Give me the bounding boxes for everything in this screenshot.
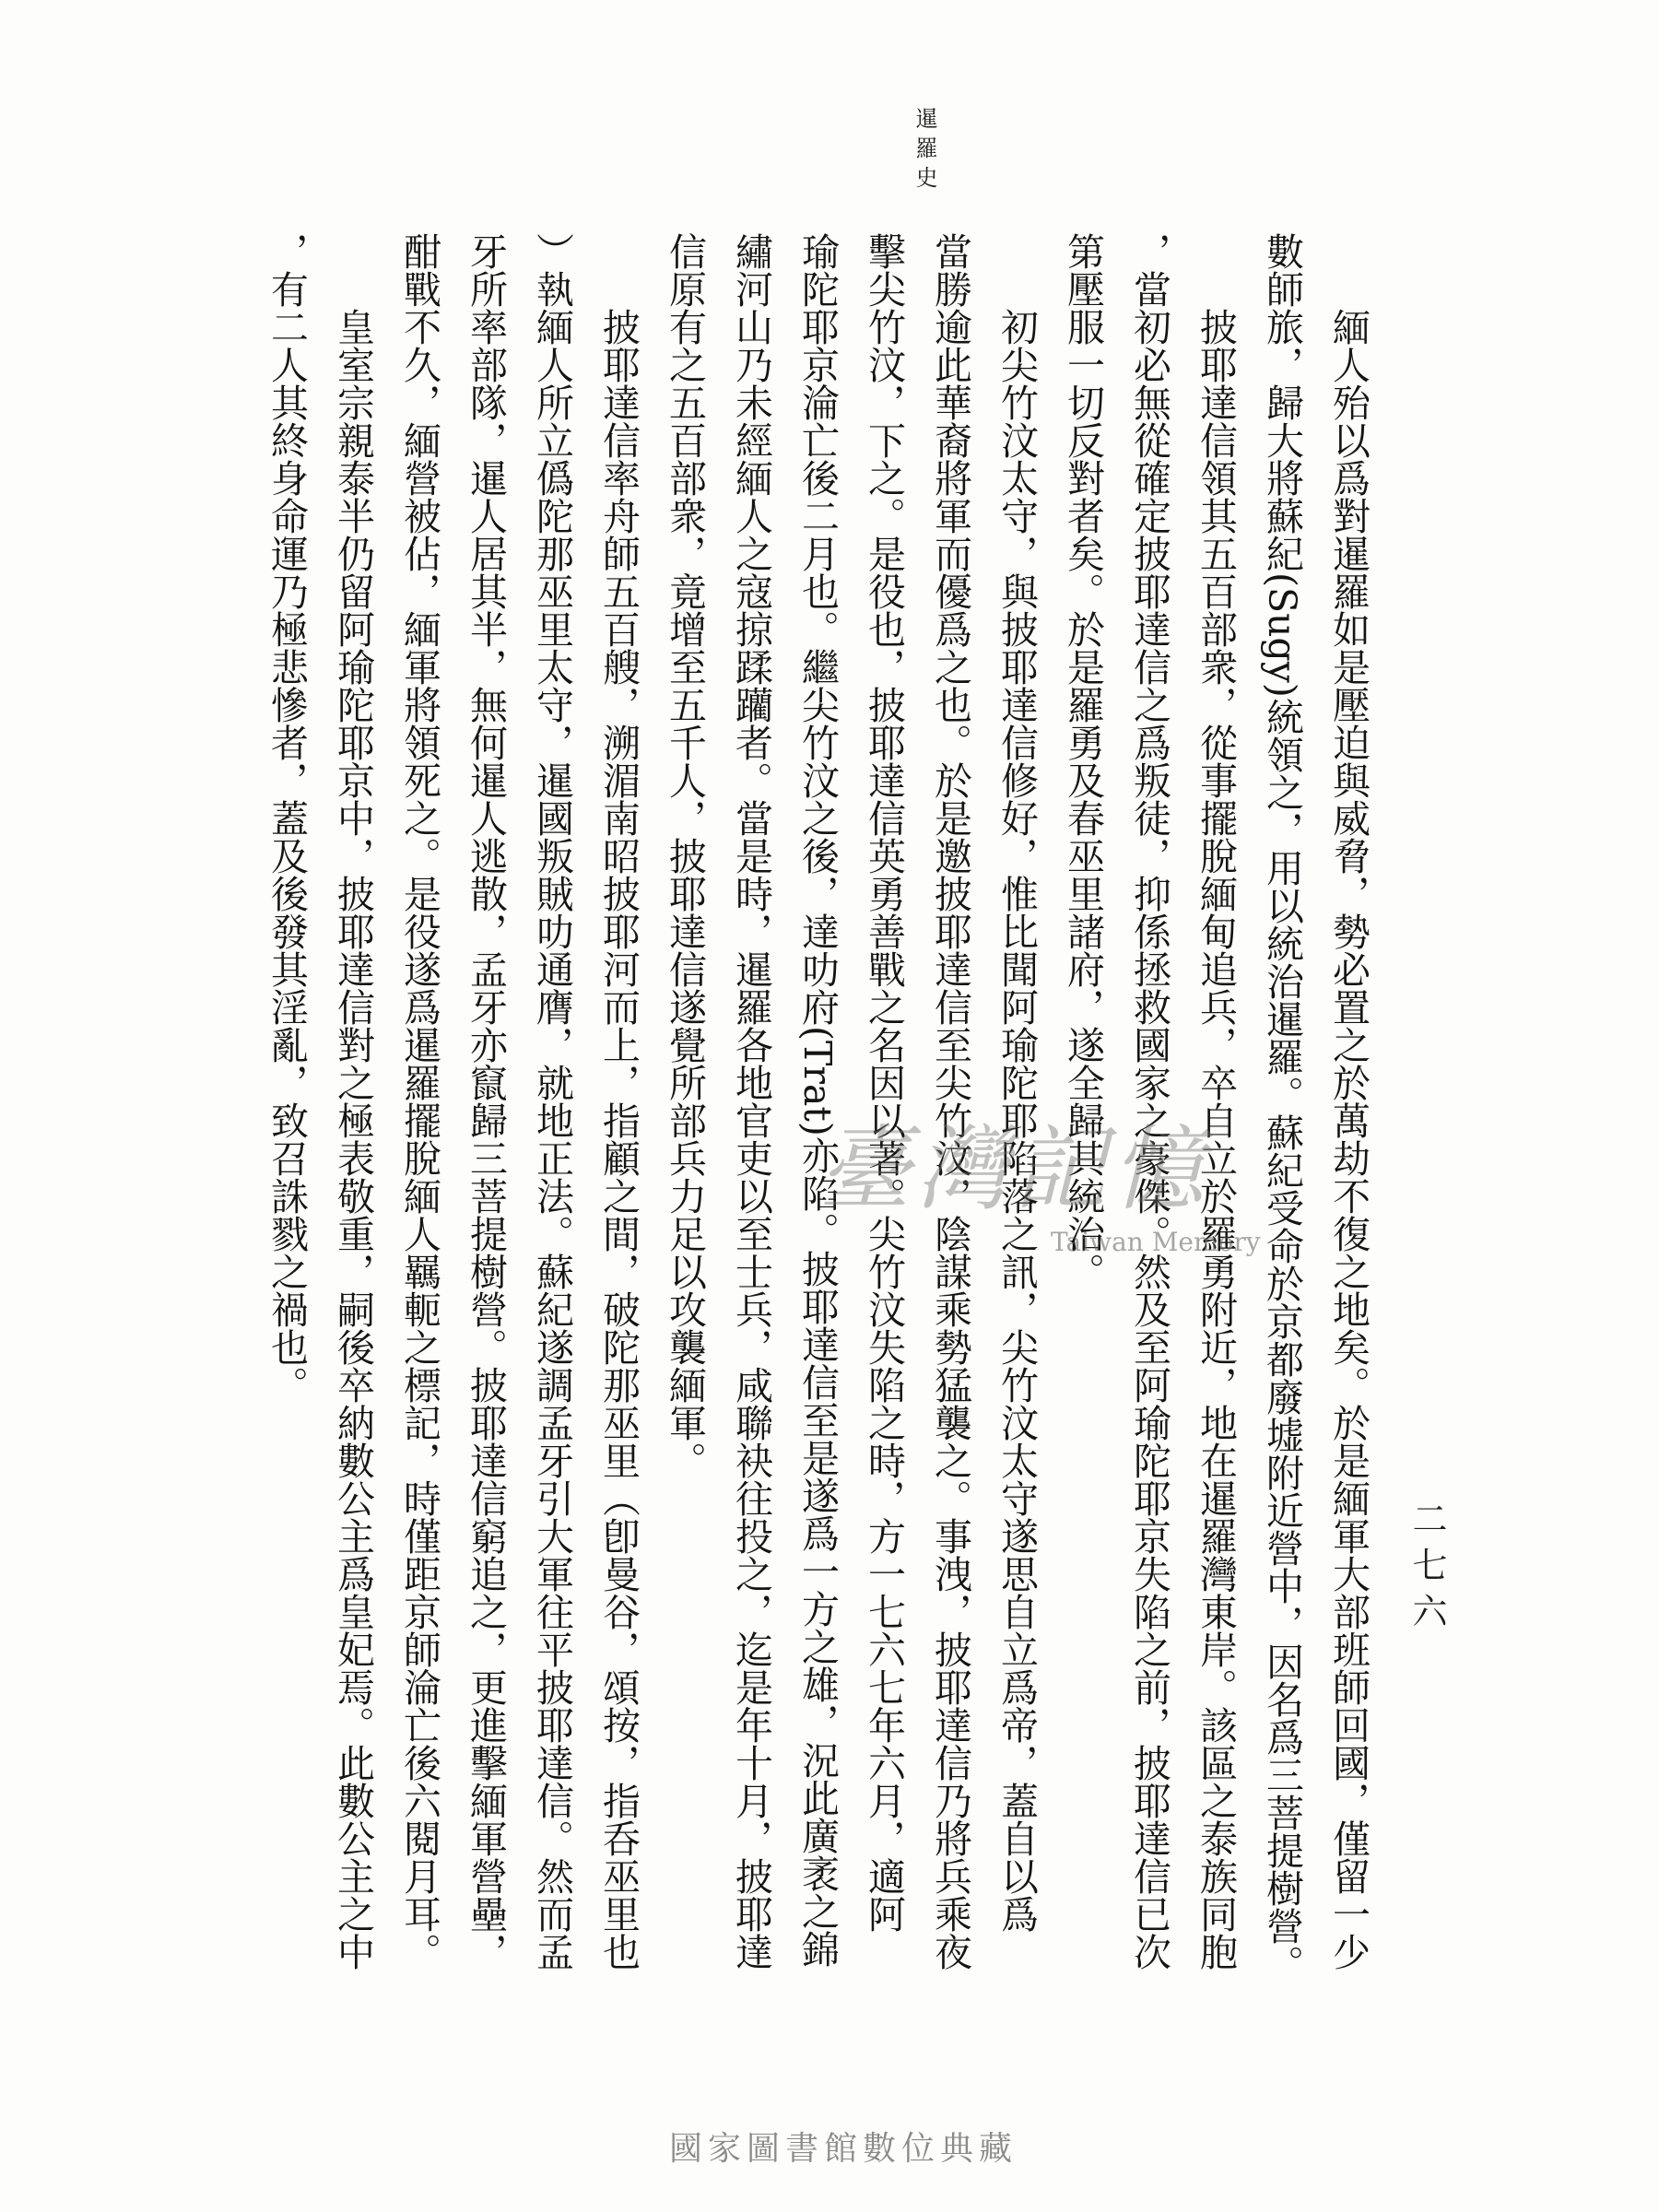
text-line: 當勝逾此華裔將軍而優爲之也。於是邀披耶達信至尖竹汶，陰謀乘勢猛襲之。事洩，披耶達信乃將兵乘夜 [928,232,972,1971]
collection-footer: 國家圖書館數位典藏 [668,2130,1018,2168]
text-line: 披耶達信領其五百部衆，從事擺脫緬甸追兵，卒自立於羅勇附近，地在暹羅灣東岸。該區之泰族同胞 [1194,308,1238,1971]
paragraph [1249,232,1382,2039]
text-line: 初尖竹汶太守，與披耶達信修好，惟比聞阿瑜陀耶陷落之訊，尖竹汶太守遂思自立爲帝，蓋自以爲 [994,308,1039,1933]
text-line: 皇室宗親泰半仍留阿瑜陀耶京中，披耶達信對之極表敬重，嗣後卒納數公主爲皇妃焉。此數公主之中 [331,308,375,1971]
page-number: 二七六 [1406,1500,1447,1639]
body-text [253,232,1382,2039]
running-title: 暹羅史 [912,107,937,195]
text-line: 數師旅，歸大將蘇紀(Sugy)統領之，用以統治暹羅。蘇紀受命於京都廢墟附近營中，因名爲三菩提樹營。 [1260,232,1304,1983]
text-line: 繡河山乃未經緬人之寇掠蹂躪者。當是時，暹羅各地官吏以至士兵，咸聯袂往投之，迄是年十月，披耶達 [729,232,773,1971]
watermark-logo: 臺灣記憶 [818,1115,1209,1223]
watermark-subtext: Taiwan Memory [1051,1227,1261,1257]
text-line: 酣戰不久，緬營被佔，緬軍將領死之。是役遂爲暹羅擺脫緬人羈軛之標記，時僅距京師淪亡後六閱月耳。 [397,232,441,1971]
paragraph [652,232,1050,2039]
text-line: 第壓服一切反對者矣。於是羅勇及春巫里諸府，遂全歸其統治。 [1061,232,1105,1290]
text-line: ，當初必無從確定披耶達信之爲叛徒，抑係拯救國家之豪傑。然及至阿瑜陀耶京失陷之前，披耶達信已次 [1127,232,1171,1971]
paragraph [386,232,652,2039]
text-line: 牙所率部隊，暹人居其半，無何暹人逃散，孟牙亦竄歸三菩提樹營。披耶達信窮追之，更進擊緬軍營壘， [464,232,508,1971]
text-line: 信原有之五百部衆，竟增至五千人，披耶達信遂覺所部兵力足以攻襲緬軍。 [663,232,707,1479]
paragraph [1050,232,1249,2039]
text-line: ，有二人其終身命運乃極悲慘者，蓋及後發其淫亂，致召誅戮之禍也。 [265,232,309,1404]
text-line: 擊尖竹汶，下之。是役也，披耶達信英勇善戰之名因以著。尖竹汶失陷之時，方一七六七年六月，適阿 [862,232,906,1933]
text-line: 披耶達信率舟師五百艘，溯湄南昭披耶河而上，指顧之間，破陀那巫里（卽曼谷，頌按，指呑巫里也 [596,308,641,1971]
text-line: 緬人殆以爲對暹羅如是壓迫與威脅，勢必置之於萬劫不復之地矣。於是緬軍大部班師回國，僅留一少 [1326,308,1371,1971]
paragraph [253,232,386,2039]
text-line: ）執緬人所立僞陀那巫里太守，暹國叛賊叻通膺，就地正法。蘇紀遂調孟牙引大軍往平披耶達信。然而孟 [530,232,574,1971]
text-line: 瑜陀耶京淪亡後二月也。繼尖竹汶之後，達叻府(Trat)亦陷。披耶達信至是遂爲一方之雄，況此廣袤之錦 [795,232,840,1968]
